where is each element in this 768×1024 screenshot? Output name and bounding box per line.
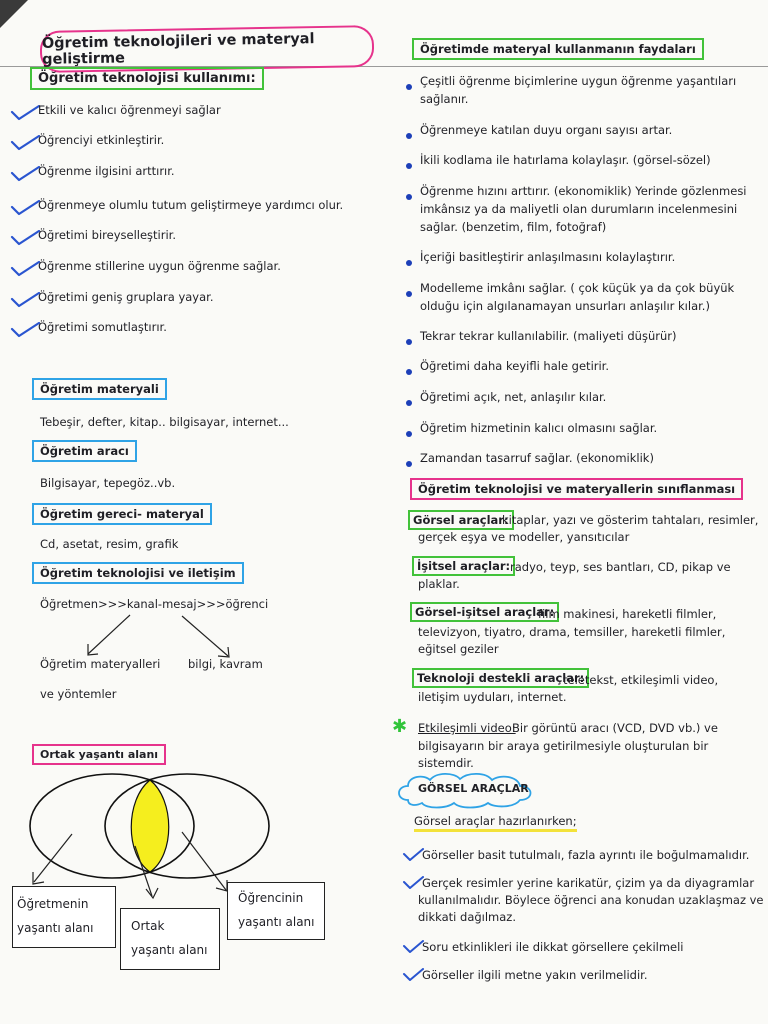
usage-item: Öğrenme stillerine uygun öğrenme sağlar. xyxy=(38,259,281,273)
venn-left-box xyxy=(12,886,116,948)
check-icon xyxy=(402,876,424,890)
fayda-item-line: İçeriği basitleştirir anlaşılmasını kolaylaştırır. xyxy=(420,250,676,264)
venn-mid-box xyxy=(120,908,220,970)
hazir-item-line: Görseller basit tutulmalı, fazla ayrıntı ile boğulmamalıdır. xyxy=(422,848,750,862)
isitsel-text-1: radyo, teyp, ses bantları, CD, pikap ve xyxy=(510,560,731,574)
arac-header: Öğretim aracı xyxy=(32,440,137,462)
isitsel-text-2: plaklar. xyxy=(418,577,460,591)
usage-header: Öğretim teknolojisi kullanımı: xyxy=(30,67,264,90)
venn-left-line1: Öğretmenin xyxy=(17,897,89,911)
iletisim-right: bilgi, kavram xyxy=(188,657,263,671)
gorsel-text-2: gerçek eşya ve modeller, yansıtıcılar xyxy=(418,530,630,544)
check-icon xyxy=(402,848,424,862)
fayda-item-line: Öğretimi daha keyifli hale getirir. xyxy=(420,359,610,373)
iletisim-flow: Öğretmen>>>kanal-mesaj>>>öğrenci xyxy=(40,597,269,611)
fayda-item-line: Tekrar tekrar kullanılabilir. (maliyeti düşürür) xyxy=(420,329,677,343)
bullet-dot-icon xyxy=(406,369,412,375)
venn-left-line2: yaşantı alanı xyxy=(17,921,94,935)
hazir-item-line: kullanılmalıdır. Böylece öğrenci ana konudan uzaklaşmaz ve xyxy=(418,893,764,907)
iletisim-left: Öğretim materyalleri xyxy=(40,657,161,671)
hazir-item-line: Görseller ilgili metne yakın verilmelidir. xyxy=(422,968,648,982)
gorsel-label: Görsel araçlar: xyxy=(408,510,514,530)
fayda-item-line: olduğu için algılanamayan unsurları anlaşılır kılar.) xyxy=(420,299,710,313)
venn-mid-line2: yaşantı alanı xyxy=(131,943,208,957)
fayda-item-line: Öğrenme hızını arttırır. (ekonomiklik) Yerinde gözlenmesi xyxy=(420,184,747,198)
etk-text-2: bilgisayarın bir araya getirilmesiyle oluşturulan bir xyxy=(418,739,709,753)
gi-label: Görsel-işitsel araçlar: xyxy=(410,602,559,622)
fayda-item-line: Öğretim hizmetinin kalıcı olmasını sağlar. xyxy=(420,421,658,435)
gi-text-1: film makinesi, hareketli filmler, xyxy=(538,607,717,621)
fayda-item-line: Öğrenmeye katılan duyu organı sayısı artar. xyxy=(420,123,673,137)
venn-overlap xyxy=(131,780,169,872)
cloud-label: GÖRSEL ARAÇLAR xyxy=(418,782,529,795)
iletisim-header: Öğretim teknolojisi ve iletişim xyxy=(32,562,244,584)
tek-text-2: iletişim uyduları, internet. xyxy=(418,690,567,704)
gerec-header: Öğretim gereci- materyal xyxy=(32,503,212,525)
check-icon xyxy=(402,940,424,954)
tek-text-1: teletekst, etkileşimli video, xyxy=(563,673,719,687)
fayda-item-line: Modelleme imkânı sağlar. ( çok küçük ya da çok büyük xyxy=(420,281,735,295)
fayda-item-line: İkili kodlama ile hatırlama kolaylaşır. (görsel-sözel) xyxy=(420,153,711,167)
gorsel-text-1: kitaplar, yazı ve gösterim tahtaları, resimler, xyxy=(502,513,759,527)
venn-left-circle xyxy=(30,774,194,878)
etk-text-1: Bir görüntü aracı (VCD, DVD vb.) ve xyxy=(512,721,718,735)
gi-text-2: televizyon, tiyatro, drama, temsiller, hareketli filmler, xyxy=(418,625,726,639)
faydalar-header: Öğretimde materyal kullanmanın faydaları xyxy=(412,38,704,60)
usage-item: Etkili ve kalıcı öğrenmeyi sağlar xyxy=(38,103,221,117)
venn-right-line1: Öğrencinin xyxy=(238,891,304,905)
bullet-dot-icon xyxy=(406,163,412,169)
isitsel-label: İşitsel araçlar: xyxy=(412,556,515,576)
usage-item: Öğrenciyi etkinleştirir. xyxy=(38,133,165,147)
fayda-item-line: Öğretimi açık, net, anlaşılır kılar. xyxy=(420,390,607,404)
check-icon xyxy=(402,968,424,982)
etk-text-3: sistemdir. xyxy=(418,756,474,770)
venn-right-box xyxy=(227,882,325,940)
iletisim-left2: ve yöntemler xyxy=(40,687,117,701)
usage-item: Öğretimi geniş gruplara yayar. xyxy=(38,290,214,304)
sinif-header: Öğretim teknolojisi ve materyallerin sınıflanması xyxy=(410,478,743,500)
fayda-item-line: Çeşitli öğrenme biçimlerine uygun öğrenme yaşantıları xyxy=(420,74,737,88)
page-title: Öğretim teknolojileri ve materyal geliştirme xyxy=(40,25,375,73)
fayda-item-line: imkânsız ya da maliyetli olan durumların incelenmesini xyxy=(420,202,738,216)
hazir-item-line: dikkati dağılmaz. xyxy=(418,910,516,924)
bullet-dot-icon xyxy=(406,133,412,139)
venn-right-circle xyxy=(105,774,269,878)
venn-mid-line1: Ortak xyxy=(131,919,165,933)
bullet-dot-icon xyxy=(406,339,412,345)
fayda-item-line: sağlanır. xyxy=(420,92,469,106)
tek-label: Teknoloji destekli araçlar: xyxy=(412,668,589,688)
bullet-dot-icon xyxy=(406,260,412,266)
ortak-header: Ortak yaşantı alanı xyxy=(32,744,166,765)
gerec-text: Cd, asetat, resim, grafik xyxy=(40,537,179,551)
arac-text: Bilgisayar, tepegöz..vb. xyxy=(40,476,176,490)
star-icon: ✱ xyxy=(392,716,408,737)
fayda-item-line: sağlar. (benzetim, film, fotoğraf) xyxy=(420,220,607,234)
hazir-header: Görsel araçlar hazırlanırken; xyxy=(414,814,577,832)
gi-text-3: eğitsel geziler xyxy=(418,642,499,656)
bullet-dot-icon xyxy=(406,291,412,297)
bullet-dot-icon xyxy=(406,84,412,90)
materyal-header: Öğretim materyali xyxy=(32,378,167,400)
usage-item: Öğrenme ilgisini arttırır. xyxy=(38,164,175,178)
bullet-dot-icon xyxy=(406,194,412,200)
hazir-item-line: Soru etkinlikleri ile dikkat görsellere çekilmeli xyxy=(422,940,684,954)
usage-item: Öğretimi somutlaştırır. xyxy=(38,320,167,334)
bullet-dot-icon xyxy=(406,400,412,406)
bullet-dot-icon xyxy=(406,431,412,437)
fayda-item-line: Zamandan tasarruf sağlar. (ekonomiklik) xyxy=(420,451,654,465)
hazir-item-line: Gerçek resimler yerine karikatür, çizim ya da diyagramlar xyxy=(422,876,755,890)
usage-item: Öğrenmeye olumlu tutum geliştirmeye yardımcı olur. xyxy=(38,198,344,212)
etk-label: Etkileşimli video: xyxy=(418,721,516,735)
bullet-dot-icon xyxy=(406,461,412,467)
venn-right-line2: yaşantı alanı xyxy=(238,915,315,929)
materyal-text: Tebeşir, defter, kitap.. bilgisayar, internet... xyxy=(40,415,289,429)
usage-item: Öğretimi bireyselleştirir. xyxy=(38,228,176,242)
